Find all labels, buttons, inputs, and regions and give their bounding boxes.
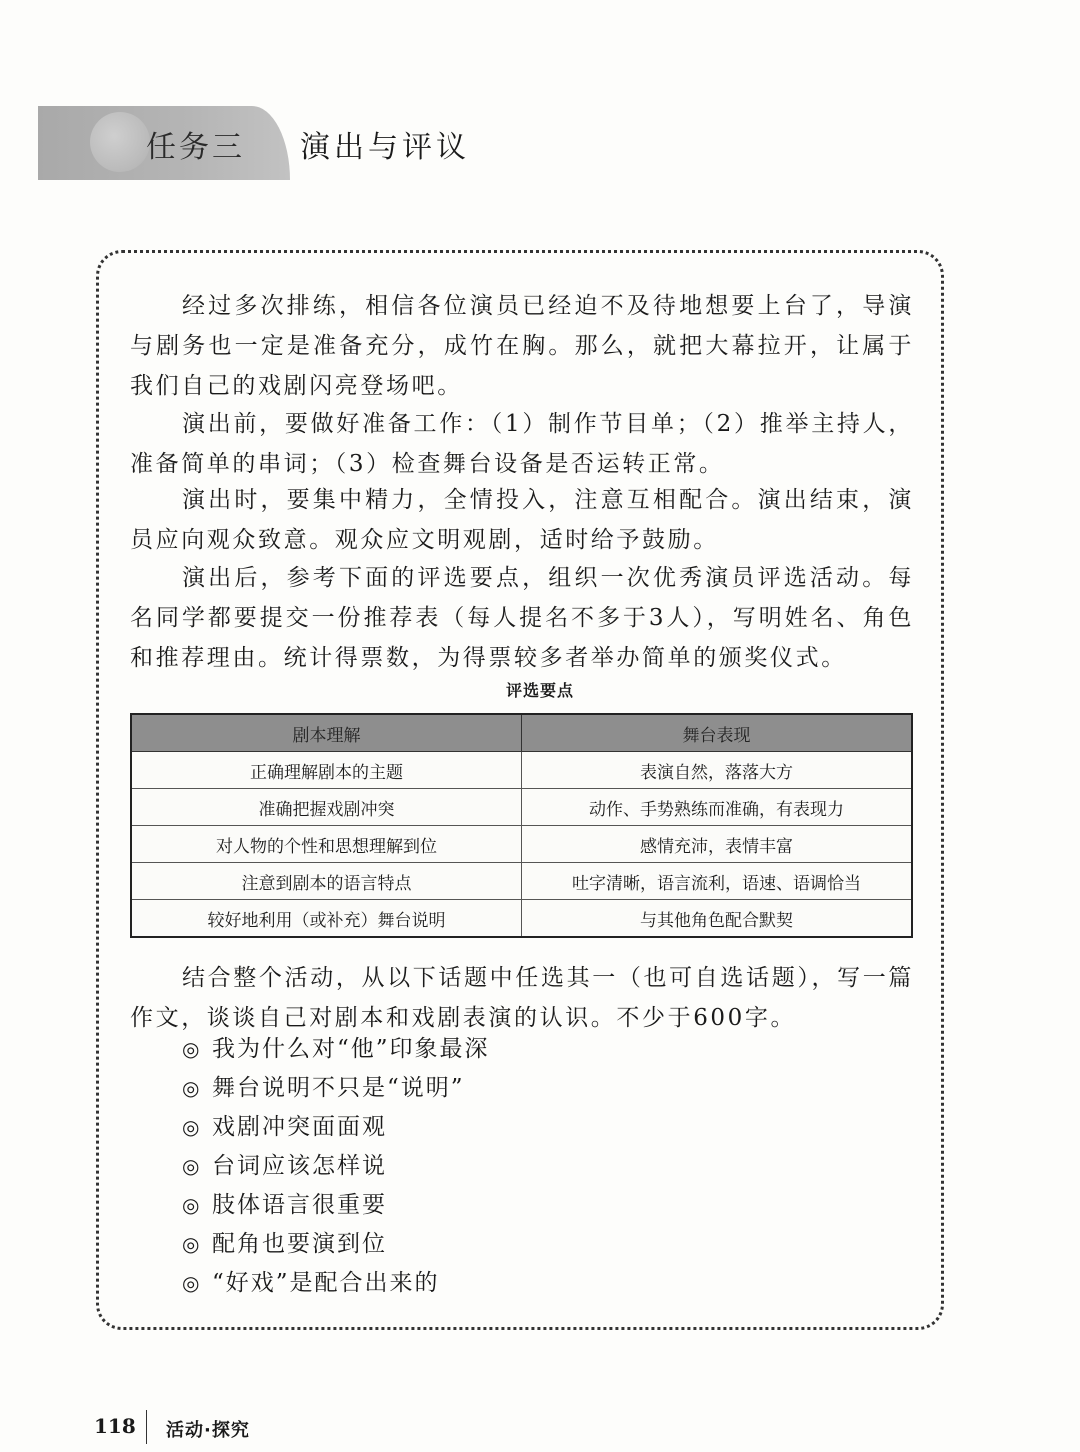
- banner-circle-decoration: [90, 112, 150, 172]
- topic-text: 肢体语言很重要: [212, 1192, 387, 1218]
- paragraph-before-show: 演出前，要做好准备工作：（1）制作节目单；（2）推举主持人，准备简单的串词；（3）检查舞台设备是否运转正常。: [130, 411, 914, 477]
- table-cell: 动作、手势熟练而准确，有表现力: [522, 789, 913, 826]
- bullet-icon: ◎: [182, 1232, 202, 1256]
- table-header-row: [131, 714, 912, 752]
- table-cell: 较好地利用（或补充）舞台说明: [131, 900, 522, 938]
- table-row: [131, 900, 912, 938]
- footer-section-title: 活动·探究: [166, 1420, 250, 1441]
- table-cell: 准确把握戏剧冲突: [131, 789, 522, 826]
- task-title: 演出与评议: [300, 130, 470, 165]
- evaluation-criteria-table: [130, 713, 913, 938]
- list-item: [182, 1108, 490, 1147]
- table-cell: 与其他角色配合默契: [522, 900, 913, 938]
- table-row: [131, 752, 912, 789]
- topic-text: 戏剧冲突面面观: [212, 1114, 387, 1140]
- paragraph-after-show: 演出后，参考下面的评选要点，组织一次优秀演员评选活动。每名同学都要提交一份推荐表（每人提名不多于3人），写明姓名、角色和推荐理由。统计得票数，为得票较多者举办简单的颁奖仪式。: [130, 565, 914, 671]
- table-row: [131, 863, 912, 900]
- topic-text: 配角也要演到位: [212, 1231, 387, 1257]
- table-cell: 表演自然，落落大方: [522, 752, 913, 789]
- paragraph-writing-task: 结合整个活动，从以下话题中任选其一（也可自选话题），写一篇作文，谈谈自己对剧本和戏剧表演的认识。不少于600字。: [130, 965, 914, 1031]
- bullet-icon: ◎: [182, 1115, 202, 1139]
- topic-text: 我为什么对“他”印象最深: [212, 1036, 490, 1062]
- list-item: [182, 1030, 490, 1069]
- table-cell: 正确理解剧本的主题: [131, 752, 522, 789]
- list-item: [182, 1186, 490, 1225]
- bullet-icon: ◎: [182, 1037, 202, 1061]
- topic-text: 台词应该怎样说: [212, 1153, 387, 1179]
- paragraph-intro: 经过多次排练，相信各位演员已经迫不及待地想要上台了，导演与剧务也一定是准备充分，成竹在胸。那么，就把大幕拉开，让属于我们自己的戏剧闪亮登场吧。: [130, 293, 914, 399]
- list-item: [182, 1147, 490, 1186]
- table-row: [131, 789, 912, 826]
- bullet-icon: ◎: [182, 1193, 202, 1217]
- bullet-icon: ◎: [182, 1076, 202, 1100]
- task-label: 任务三: [146, 130, 245, 165]
- table-header-cell: 剧本理解: [131, 714, 522, 752]
- list-item: [182, 1264, 490, 1303]
- table-cell: 吐字清晰，语言流利，语速、语调恰当: [522, 863, 913, 900]
- list-item: [182, 1225, 490, 1264]
- table-cell: 对人物的个性和思想理解到位: [131, 826, 522, 863]
- table-cell: 感情充沛，表情丰富: [522, 826, 913, 863]
- topic-list: [182, 1030, 490, 1303]
- table-row: [131, 826, 912, 863]
- topic-text: 舞台说明不只是“说明”: [212, 1075, 465, 1101]
- page-number: 118: [94, 1414, 136, 1438]
- bullet-icon: ◎: [182, 1271, 202, 1295]
- footer-divider: [146, 1410, 147, 1444]
- bullet-icon: ◎: [182, 1154, 202, 1178]
- topic-text: “好戏”是配合出来的: [212, 1270, 440, 1296]
- table-caption: 评选要点: [505, 681, 574, 700]
- table-cell: 注意到剧本的语言特点: [131, 863, 522, 900]
- paragraph-during-show: 演出时，要集中精力，全情投入，注意互相配合。演出结束，演员应向观众致意。观众应文明观剧，适时给予鼓励。: [130, 487, 914, 553]
- list-item: [182, 1069, 490, 1108]
- table-header-cell: 舞台表现: [522, 714, 913, 752]
